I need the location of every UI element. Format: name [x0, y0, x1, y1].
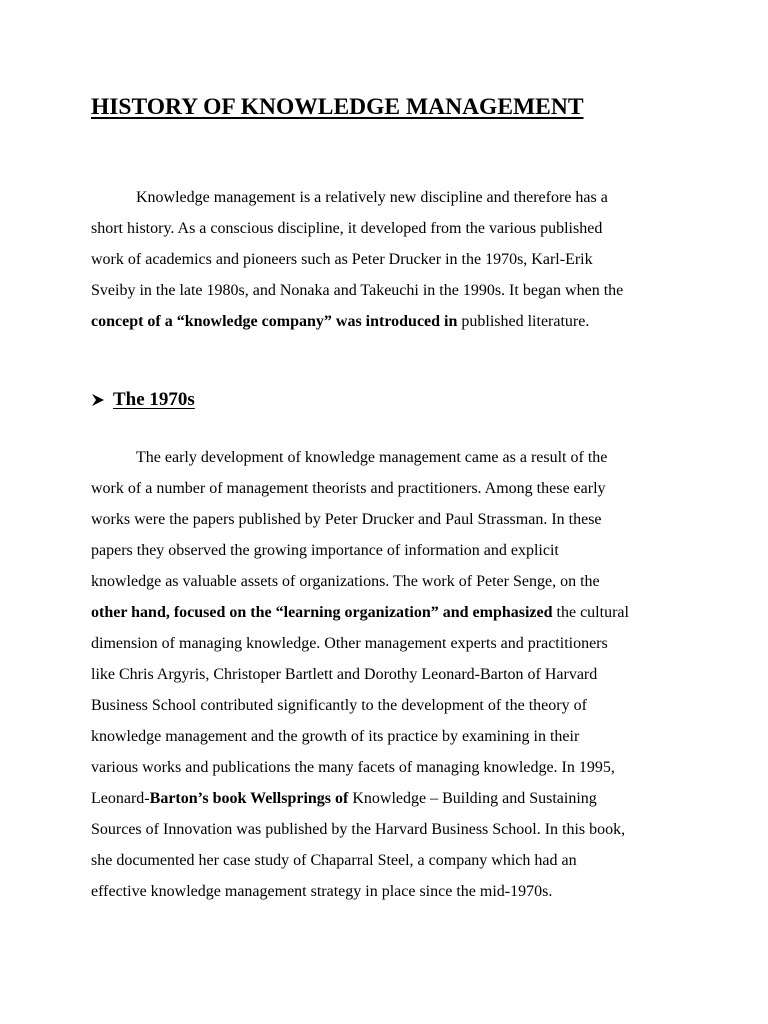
body-line-rest: Knowledge – Building and Sustaining — [348, 790, 597, 807]
body-line: effective knowledge management strategy in place since the mid-1970s. — [91, 883, 553, 900]
body-bold-text: other hand, focused on the “learning organization” and emphasized — [91, 604, 553, 621]
body-line: The early development of knowledge management came as a result of the — [136, 449, 608, 466]
intro-paragraph — [91, 182, 691, 337]
intro-line: short history. As a conscious discipline, it developed from the various published — [91, 220, 603, 237]
body-line: she documented her case study of Chaparral Steel, a company which had an — [91, 852, 577, 869]
body-line: papers they observed the growing importance of information and explicit — [91, 542, 559, 559]
body-line: dimension of managing knowledge. Other management experts and practitioners — [91, 635, 608, 652]
body-line: Business School contributed significantly to the development of the theory of — [91, 697, 587, 714]
intro-line-rest: published literature. — [457, 313, 590, 330]
body-line: knowledge management and the growth of its practice by examining in their — [91, 728, 580, 745]
body-line: like Chris Argyris, Christoper Bartlett and Dorothy Leonard-Barton of Harvard — [91, 666, 598, 683]
body-line: various works and publications the many facets of managing knowledge. In 1995, — [91, 759, 615, 776]
section-heading-1970s — [91, 386, 195, 414]
section-1970s-paragraph — [91, 442, 691, 907]
body-line — [91, 597, 691, 628]
body-line-rest: the cultural — [552, 604, 629, 621]
body-line: work of a number of management theorists and practitioners. Among these early — [91, 480, 606, 497]
arrow-bullet-icon — [91, 393, 105, 407]
intro-bold-text: concept of a “knowledge company” was introduced in — [91, 313, 458, 330]
body-bold-text: Barton’s book Wellsprings of — [149, 790, 349, 807]
body-line: works were the papers published by Peter Drucker and Paul Strassman. In these — [91, 511, 602, 528]
body-line: knowledge as valuable assets of organizations. The work of Peter Senge, on the — [91, 573, 600, 590]
document-title: HISTORY OF KNOWLEDGE MANAGEMENT — [91, 94, 584, 120]
intro-line: Sveiby in the late 1980s, and Nonaka and Takeuchi in the 1990s. It began when the — [91, 282, 624, 299]
intro-line — [91, 306, 691, 337]
section-heading-text: The 1970s — [113, 389, 195, 410]
body-line-start: Leonard- — [91, 790, 150, 807]
intro-line: work of academics and pioneers such as Peter Drucker in the 1970s, Karl-Erik — [91, 251, 593, 268]
intro-line: Knowledge management is a relatively new discipline and therefore has a — [136, 189, 608, 206]
body-line: Sources of Innovation was published by the Harvard Business School. In this book, — [91, 821, 626, 838]
body-line — [91, 783, 691, 814]
